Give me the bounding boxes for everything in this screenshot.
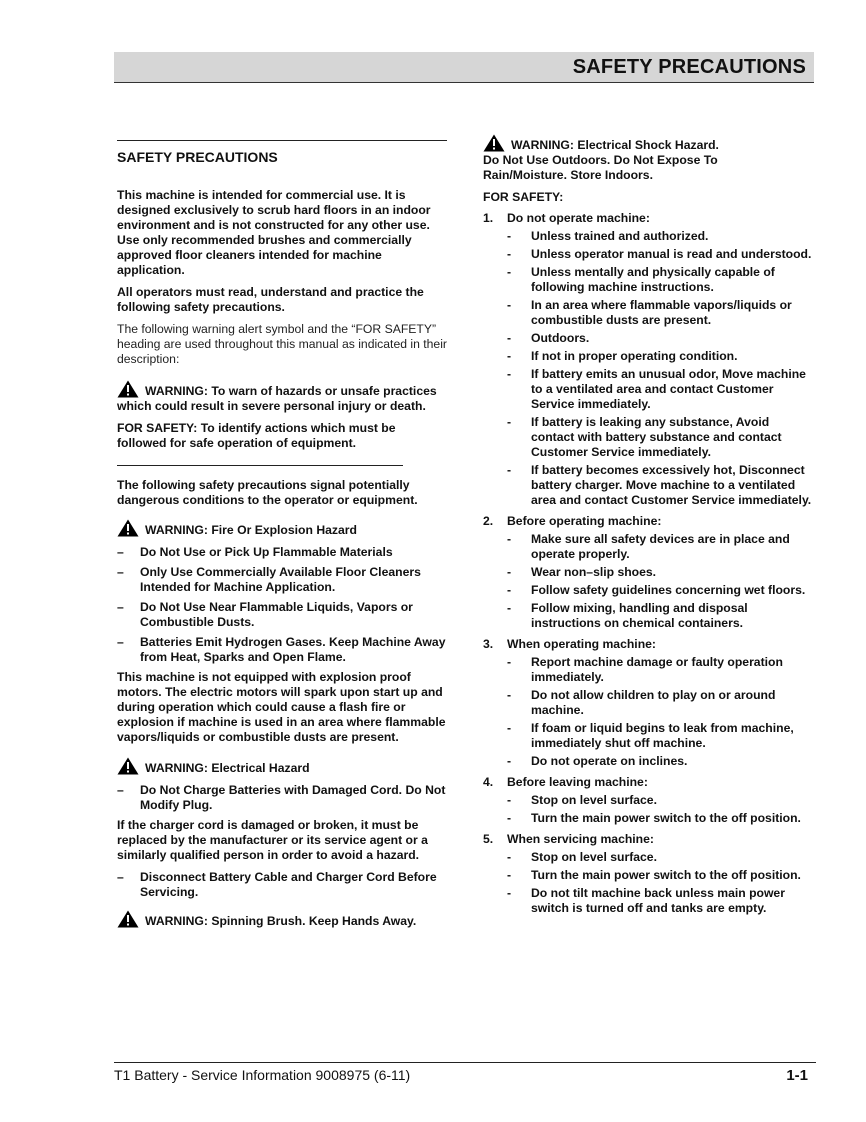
item-number: 3.	[483, 637, 494, 651]
item-title: When operating machine:	[507, 637, 656, 651]
warning-definition	[117, 380, 447, 414]
list-item: - Do not operate on inclines.	[507, 754, 688, 768]
list-item: - Report machine damage or faulty operation immediately.	[507, 655, 783, 684]
list-item: - Follow mixing, handling and disposal instructions on chemical containers.	[507, 601, 748, 630]
precautions-intro: The following safety precautions signal potentially dangerous conditions to the operator or equipment.	[117, 478, 418, 507]
list-item: - If battery is leaking any substance, Avoid contact with battery substance and contact Customer Service immediately.	[507, 415, 782, 459]
list-item: – Only Use Commercially Available Floor Cleaners Intended for Machine Application.	[117, 565, 421, 594]
warning-icon	[117, 757, 139, 775]
list-item: - If battery becomes excessively hot, Disconnect battery charger. Move machine to a ventilated area and contact Customer Service immediately.	[507, 463, 812, 507]
list-item: – Disconnect Battery Cable and Charger Cord Before Servicing.	[117, 870, 437, 899]
list-item: - Follow safety guidelines concerning wet floors.	[507, 583, 806, 597]
page-header-title: SAFETY PRECAUTIONS	[572, 56, 806, 78]
list-item: - In an area where flammable vapors/liquids or combustible dusts are present.	[507, 298, 792, 327]
symbol-description: The following warning alert symbol and the “FOR SAFETY” heading are used throughout this manual as indicated in their description:	[117, 322, 447, 366]
spinning-brush-warning	[117, 910, 447, 929]
intro-paragraph: This machine is intended for commercial use. It is designed exclusively to scrub hard floors in an indoor environment and is not constructed for any other use. Use only recommended brushes and commercially approved floor cleaners intended for machine application.	[117, 188, 431, 277]
electrical-warning-text: WARNING: Electrical Hazard	[145, 761, 310, 775]
list-item: - Do not allow children to play on or around machine.	[507, 688, 776, 717]
section-rule	[117, 140, 447, 141]
electrical-warning	[117, 757, 447, 776]
numbered-item	[483, 775, 813, 790]
warning-icon	[117, 519, 139, 537]
numbered-item	[483, 832, 813, 847]
list-item: - Stop on level surface.	[507, 850, 657, 864]
item-title: When servicing machine:	[507, 832, 654, 846]
list-item: - Do not tilt machine back unless main power switch is turned off and tanks are empty.	[507, 886, 785, 915]
item-number: 5.	[483, 832, 494, 846]
footer-rule	[114, 1062, 816, 1063]
safety-list	[483, 211, 813, 916]
item-title: Do not operate machine:	[507, 211, 650, 225]
list-item: - Turn the main power switch to the off position.	[507, 811, 801, 825]
list-item: - Turn the main power switch to the off position.	[507, 868, 801, 882]
warning-definition-text: WARNING: To warn of hazards or unsafe practices which could result in severe personal injury or death.	[117, 384, 437, 413]
list-item: - Stop on level surface.	[507, 793, 657, 807]
warning-icon	[117, 910, 139, 928]
fire-warning	[117, 519, 447, 538]
spinning-brush-text: WARNING: Spinning Brush. Keep Hands Away.	[145, 914, 417, 928]
operators-paragraph: All operators must read, understand and practice the following safety precautions.	[117, 285, 424, 314]
item-title: Before operating machine:	[507, 514, 662, 528]
list-item: - Outdoors.	[507, 331, 590, 345]
warning-icon	[483, 134, 505, 152]
explosion-paragraph: This machine is not equipped with explosion proof motors. The electric motors will spark upon start up and during operation which could cause a flash fire or explosion if machine is used in an area where flammable vapors/liquids or combustible dusts are present.	[117, 670, 446, 744]
list-item: - Make sure all safety devices are in place and operate properly.	[507, 532, 790, 561]
page-number: 1-1	[786, 1067, 808, 1084]
list-item: – Batteries Emit Hydrogen Gases. Keep Machine Away from Heat, Sparks and Open Flame.	[117, 635, 446, 664]
warning-icon	[117, 380, 139, 398]
list-item: - If foam or liquid begins to leak from machine, immediately shut off machine.	[507, 721, 794, 750]
numbered-item	[483, 514, 813, 529]
list-item: - Unless operator manual is read and understood.	[507, 247, 812, 261]
list-item: – Do Not Use Near Flammable Liquids, Vapors or Combustible Dusts.	[117, 600, 413, 629]
item-number: 1.	[483, 211, 494, 225]
shock-warning-text: WARNING: Electrical Shock Hazard. Do Not Use Outdoors. Do Not Expose To Rain/Moisture. Store Indoors.	[483, 138, 719, 182]
list-item: – Do Not Use or Pick Up Flammable Materials	[117, 545, 393, 559]
header-bar	[114, 52, 814, 83]
for-safety-heading: FOR SAFETY:	[483, 190, 564, 204]
numbered-item	[483, 637, 813, 652]
list-item: - Unless trained and authorized.	[507, 229, 709, 243]
list-item: - If not in proper operating condition.	[507, 349, 738, 363]
shock-warning	[483, 134, 733, 183]
numbered-item	[483, 211, 813, 226]
list-item: - If battery emits an unusual odor, Move machine to a ventilated area and contact Customer Service immediately.	[507, 367, 806, 411]
list-item: - Unless mentally and physically capable of following machine instructions.	[507, 265, 775, 294]
fire-warning-text: WARNING: Fire Or Explosion Hazard	[145, 523, 357, 537]
for-safety-definition: FOR SAFETY: To identify actions which must be followed for safe operation of equipment.	[117, 421, 396, 450]
list-item: – Do Not Charge Batteries with Damaged Cord. Do Not Modify Plug.	[117, 783, 446, 812]
list-item: - Wear non–slip shoes.	[507, 565, 657, 579]
left-column	[117, 140, 447, 936]
item-number: 4.	[483, 775, 494, 789]
divider	[117, 465, 403, 466]
section-heading: SAFETY PRECAUTIONS	[117, 149, 278, 165]
item-title: Before leaving machine:	[507, 775, 648, 789]
footer-document-title: T1 Battery - Service Information 9008975 (6-11)	[114, 1067, 411, 1083]
charger-cord-paragraph: If the charger cord is damaged or broken, it must be replaced by the manufacturer or its service agent or a similarly qualified person in order to avoid a hazard.	[117, 818, 428, 862]
item-number: 2.	[483, 514, 494, 528]
right-column	[483, 134, 813, 919]
